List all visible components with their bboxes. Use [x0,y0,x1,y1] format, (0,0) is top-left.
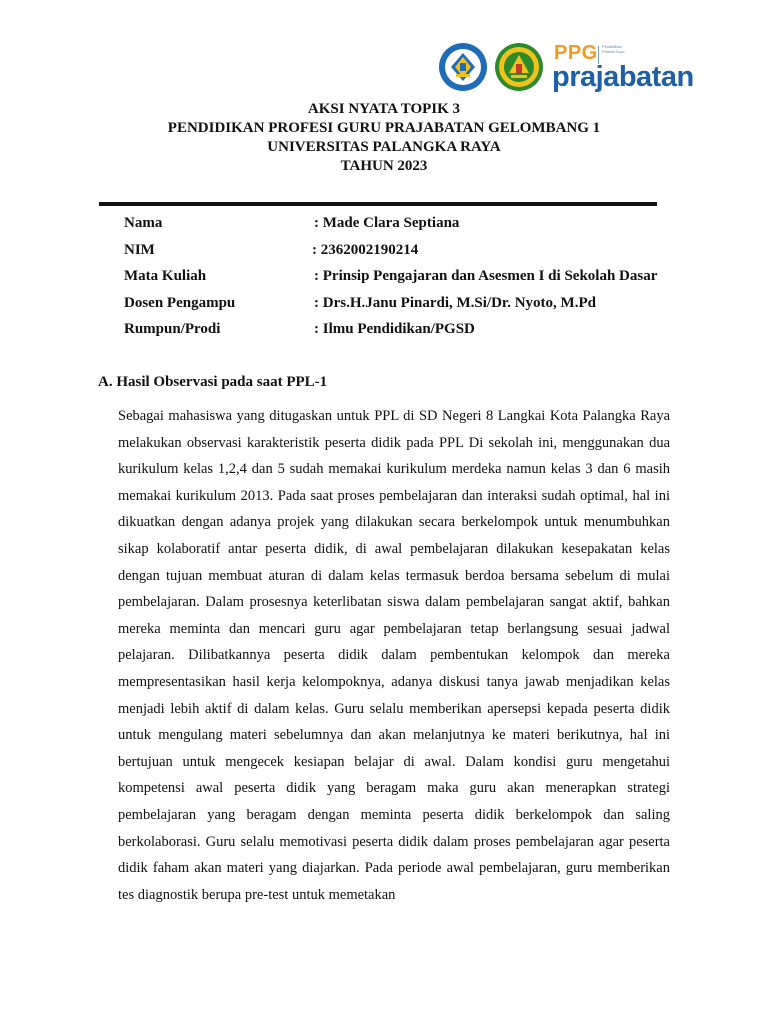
section-paragraph: Sebagai mahasiswa yang ditugaskan untuk PPL di SD Negeri 8 Langkai Kota Palangka Raya melakukan observasi karakteristik peserta didik pada PPL Di sekolah ini, menggunakan dua kurikulum kelas 1,2,4 dan 5 sudah memakai kurikulum merdeka namun kelas 3 dan 6 masih memakai kurikulum 2013. Pada saat proses pembelajaran dan interaksi sudah optimal, hal ini dikuatkan dengan adanya projek yang dilakukan secara berkelompok untuk menumbuhkan sikap kolaboratif antar peserta didik, di awal pembelajaran dilakukan kesepakatan kelas dengan tujuan membuat aturan di dalam kelas termasuk berdoa bersama sebelum di mulai pembelajaran. Dalam prosesnya keterlibatan siswa dalam pembelajaran sangat aktif, bahkan mereka meminta dan mencari guru agar pembelajaran tetap berlangsung sesuai jadwal pelajaran. Dilibatkannya peserta didik dalam pembentukan kelompok dan mereka mempresentasikan hasil kerja kelompoknya, adanya diskusi tanya jawab menjadikan kelas menjadi lebih aktif di dalam kelas. Guru selalu memberikan apersepsi kepada peserta didik untuk mengulang materi sebelumnya dan akan melanjutnya ke materi berikutnya, hal ini bertujuan untuk mengecek kesiapan belajar di awal. Dalam kondisi guru mengetahui kompetensi awal peserta didik yang beragam maka guru akan menerapkan strategi pembelajaran yang beragam dengan meminta peserta didik berkelompok dan saling berkolaborasi. Guru selalu memotivasi peserta didik dalam proses pembelajaran agar peserta didik faham akan materi yang diajarkan. Pada periode awal pembelajaran, guru memberikan tes diagnostik berupa pre-test untuk memetakan [118,408,670,903]
university-logo-icon [494,42,544,92]
identity-value: : Ilmu Pendidikan/PGSD [314,321,475,337]
ppg-tagline: Pendidikan Profesi Guru [602,44,625,54]
heading-line-4: TAHUN 2023 [340,158,428,174]
heading-line-2: PENDIDIKAN PROFESI GURU PRAJABATAN GELOMBANG 1 [167,120,601,136]
identity-row-nim [124,239,684,266]
identity-value: : Prinsip Pengajaran dan Asesmen I di Sekolah Dasar [314,268,658,284]
identity-label: Nama [124,215,163,231]
identity-value: : 2362002190214 [312,241,419,258]
identity-label: Dosen Pengampu [124,294,236,311]
identity-label: Mata Kuliah [124,268,207,284]
kemendikbud-logo-icon [438,42,488,92]
header-logos [438,40,694,96]
identity-label: Rumpun/Prodi [124,321,221,337]
document-heading [0,100,768,176]
section-title: A. Hasil Observasi pada saat PPL-1 [98,374,328,390]
heading-line-3: UNIVERSITAS PALANGKA RAYA [267,139,501,155]
identity-row-prodi [124,318,684,345]
identity-value: : Made Clara Septiana [314,215,460,231]
identity-row-dosen [124,292,684,319]
heading-line-1: AKSI NYATA TOPIK 3 [307,101,461,117]
identity-table [124,212,684,345]
ppg-wordmark: PPG [554,42,598,64]
identity-value: : Drs.H.Janu Pinardi, M.Si/Dr. Nyoto, M.Pd [314,294,596,311]
prajabatan-wordmark: prajabatan [552,61,694,93]
identity-row-nama [124,212,684,239]
heading-divider [99,202,657,206]
identity-label: NIM [124,241,155,258]
identity-row-mata-kuliah [124,265,684,292]
